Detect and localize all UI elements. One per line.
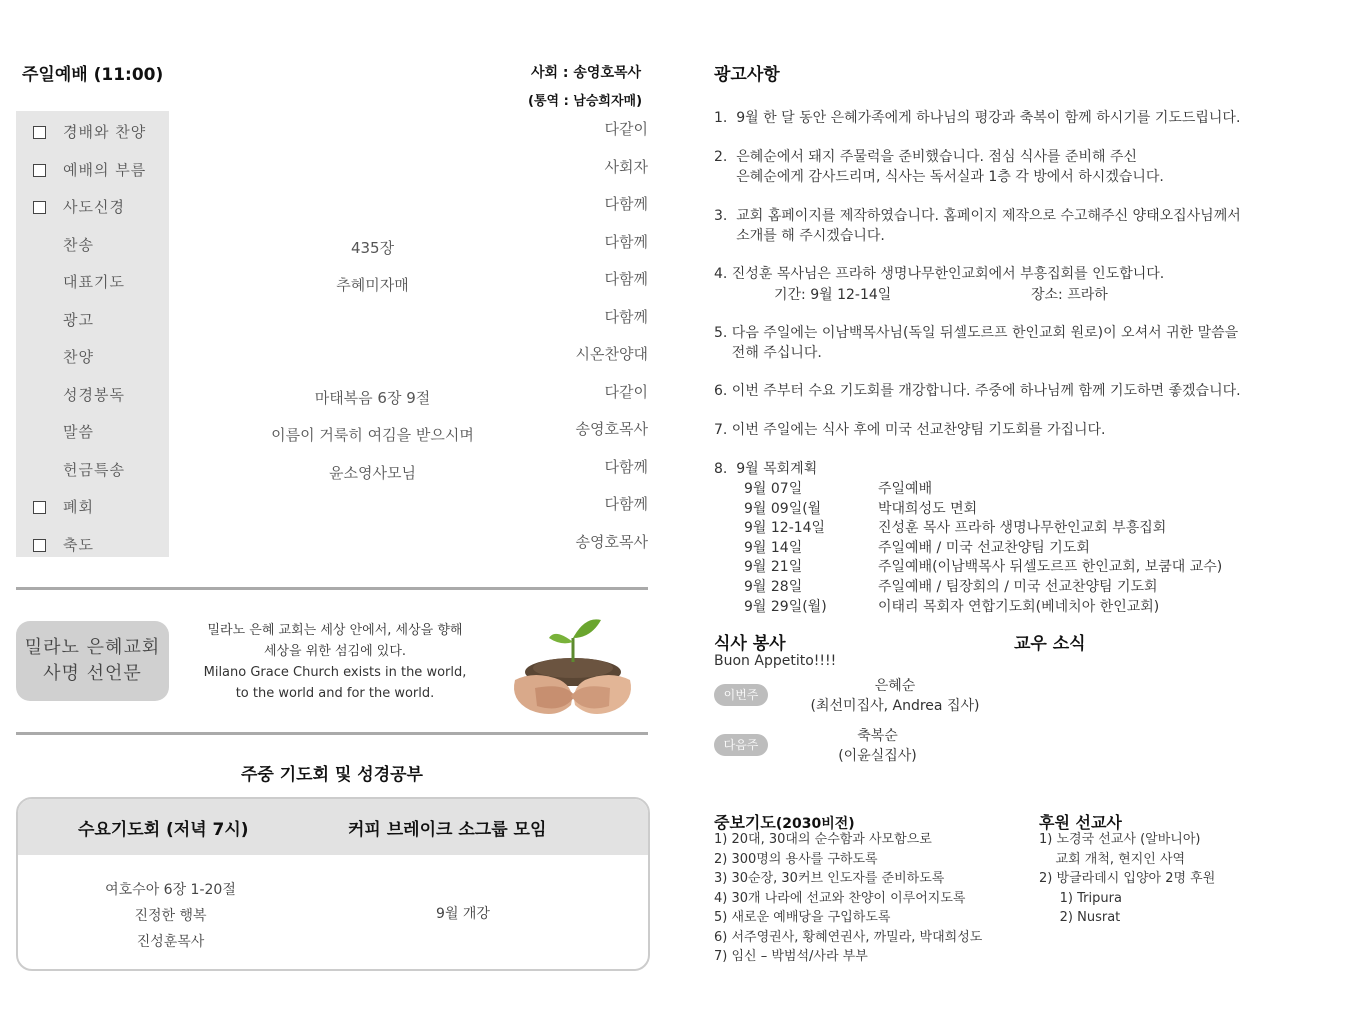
order-item-leader: 다함께: [604, 495, 648, 513]
service-order-row: [0, 531, 660, 561]
order-item-leader: 다같이: [604, 382, 648, 401]
next-week-team-name: 축복순: [857, 728, 898, 744]
list-item: 3) 30순장, 30커브 인도자를 준비하도록: [714, 871, 945, 886]
service-order-row: [0, 268, 660, 298]
prayer-schedule-header: [18, 799, 648, 855]
service-order-row: [0, 493, 660, 523]
this-week-team-name: 은혜순: [874, 678, 916, 694]
schedule-date: 9월 07일: [744, 481, 803, 497]
service-order-row: [0, 381, 660, 411]
meal-service-subtitle: Buon Appetito!!!!: [714, 653, 837, 669]
order-item-leader: 다함께: [604, 457, 648, 476]
service-order-row: [0, 343, 660, 373]
schedule-date: 9월 21일: [744, 559, 803, 576]
order-item-leader: 다함께: [604, 232, 648, 251]
announcement-item: 4. 진성훈 목사님은 프라하 생명나무한인교회에서 부흥집회를 인도합니다.: [714, 266, 1165, 282]
next-week-team-members: (이윤실집사): [838, 748, 917, 764]
announcement-item: 5. 다음 주일에는 이남백목사님(독일 뒤셀도르프 한인교회 원로)이 오셔서 귀한 말씀을: [714, 325, 1239, 341]
order-item-leader: 사회자: [604, 157, 648, 176]
service-order-row: [0, 118, 660, 148]
revival-place: 장소: 프라하: [1031, 287, 1108, 303]
announcement-item: 6. 이번 주부터 수요 기도회를 개강합니다. 주중에 하나님께 함께 기도하면 좋겠습니다.: [714, 383, 1241, 399]
order-item-leader: 다함께: [604, 307, 648, 326]
schedule-event: 박대희성도 면회: [878, 500, 978, 517]
next-week-badge: 다음주: [714, 734, 768, 756]
schedule-event: 주일예배 / 팀장회의 / 미국 선교찬양팀 기도회: [878, 579, 1158, 595]
mission-line2: 세상을 위한 섬김에 있다.: [263, 644, 407, 659]
list-item: 5) 새로운 예배당을 구입하도록: [714, 910, 891, 925]
seedling-in-hands-icon: [505, 610, 640, 725]
service-title: 주일예배 (11:00): [22, 65, 164, 85]
order-item-label: 찬양: [63, 348, 94, 366]
intercession-title-main: 중보기도: [714, 813, 776, 832]
order-item-label: 광고: [63, 310, 94, 329]
announcement-item: 8. 9월 목회계획: [714, 461, 818, 477]
wed-scripture: 여호수아 6장 1-20절: [105, 882, 236, 898]
prayer-schedule-box: [16, 797, 650, 971]
order-item-detail: 윤소영사모님: [329, 463, 416, 482]
service-order-row: [0, 418, 660, 448]
mission-line1: 밀라노 은혜 교회는 세상 안에서, 세상을 향해: [207, 623, 463, 638]
wednesday-prayer-info: [48, 877, 293, 955]
mission-statement-text: [180, 620, 490, 704]
this-week-meal-team: [790, 676, 1000, 716]
supported-missionaries-title: 후원 선교사: [1039, 813, 1122, 832]
order-item-label: 대표기도: [63, 273, 125, 291]
checkbox-icon: [33, 126, 46, 139]
order-item-leader: 다같이: [604, 120, 648, 138]
order-item-leader: 송영호목사: [575, 532, 648, 551]
order-item-label: 축도: [63, 535, 94, 554]
divider: [16, 587, 648, 590]
order-item-leader: 시온찬양대: [575, 345, 648, 363]
prayer-section-title: 주중 기도회 및 성경공부: [241, 765, 423, 785]
order-item-label: 경배와 찬양: [63, 123, 147, 141]
announcement-item: 7. 이번 주일에는 식사 후에 미국 선교찬양팀 기도회를 가집니다.: [714, 422, 1106, 438]
announcement-item: 2. 은혜순에서 돼지 주물럭을 준비했습니다. 점심 식사를 준비해 주신: [714, 149, 1138, 165]
service-order-row: [0, 156, 660, 186]
order-item-detail: 추혜미자매: [336, 276, 409, 294]
order-item-label: 사도신경: [63, 198, 125, 216]
member-news-title: 교우 소식: [1014, 634, 1086, 654]
wed-topic: 진정한 행복: [134, 908, 207, 924]
mission-line3: Milano Grace Church exists in the world,: [203, 665, 467, 680]
announcement-item: 1. 9월 한 달 동안 은혜가족에게 하나님의 평강과 축복이 함께 하시기를 기도드립니다.: [714, 110, 1241, 126]
checkbox-icon: [33, 501, 46, 514]
list-item: 1) 20대, 30대의 순수함과 사모함으로: [714, 832, 932, 847]
order-item-detail: 435장: [350, 238, 395, 257]
wed-speaker: 진성훈목사: [136, 934, 205, 950]
intercession-list: [714, 830, 982, 967]
service-order-row: [0, 306, 660, 336]
order-item-label: 헌금특송: [63, 460, 125, 479]
service-interpreter: (통역 : 남승희자매): [528, 94, 643, 109]
checkbox-icon: [33, 201, 46, 214]
schedule-event: 주일예배 / 미국 선교찬양팀 기도회: [878, 539, 1090, 556]
order-item-label: 예배의 부름: [63, 160, 147, 179]
announcements-title: 광고사항: [714, 65, 780, 85]
announcement-item: 3. 교회 홈페이지를 제작하였습니다. 홈페이지 제작으로 수고해주신 양태오집사님께서: [714, 208, 1241, 224]
order-item-leader: 다함께: [604, 195, 648, 213]
order-item-label: 폐회: [63, 498, 94, 516]
supported-missionaries-list: [1039, 830, 1215, 928]
revival-period: 기간: 9월 12-14일: [774, 287, 892, 303]
list-item: 6) 서주영권사, 황혜연권사, 까밀라, 박대희성도: [714, 929, 983, 945]
intercession-title-suffix: (2030비전): [775, 816, 855, 832]
schedule-event: 진성훈 목사 프라하 생명나무한인교회 부흥집회: [878, 520, 1167, 537]
list-item: 2) Nusrat: [1039, 910, 1121, 925]
schedule-event: 이태리 목회자 연합기도회(베네치아 한인교회): [878, 598, 1160, 615]
announcement-item: 전해 주십니다.: [714, 345, 822, 361]
order-item-label: 성경봉독: [63, 385, 125, 404]
schedule-date: 9월 29일(월): [744, 598, 827, 615]
checkbox-icon: [33, 164, 46, 177]
service-order-row: [0, 193, 660, 223]
order-item-label: 찬송: [63, 235, 94, 254]
schedule-date: 9월 28일: [744, 579, 803, 595]
divider: [16, 732, 648, 735]
order-item-detail: 이름이 거룩히 여김을 받으시며: [271, 426, 474, 444]
schedule-date: 9월 12-14일: [744, 520, 826, 537]
next-week-meal-team: [800, 726, 955, 766]
order-item-leader: 다함께: [604, 270, 648, 288]
mission-box-line1: 밀라노 은혜교회: [24, 637, 161, 658]
mission-line4: to the world and for the world.: [235, 686, 435, 701]
this-week-team-members: (최선미집사, Andrea 집사): [810, 698, 980, 714]
list-item: 2) 300명의 용사를 구하도록: [714, 851, 878, 867]
service-order-row: [0, 456, 660, 486]
list-item: 1) 노경국 선교사 (알바니아): [1039, 832, 1201, 847]
mission-statement-box: [16, 621, 169, 701]
order-item-leader: 송영호목사: [575, 420, 648, 438]
service-order-row: [0, 231, 660, 261]
coffee-break-header: 커피 브레이크 소그룹 모임: [348, 820, 547, 840]
list-item: 2) 방글라데시 입양아 2명 후원: [1039, 871, 1216, 886]
list-item: 1) Tripura: [1039, 890, 1122, 906]
schedule-event: 주일예배: [878, 481, 933, 497]
this-week-badge: 이번주: [714, 684, 768, 706]
service-host: 사회 : 송영호목사: [531, 65, 642, 81]
checkbox-icon: [33, 539, 46, 552]
order-item-detail: 마태복음 6장 9절: [314, 388, 431, 407]
schedule-date: 9월 09일(월: [744, 500, 822, 517]
announcement-item: 은혜순에게 감사드리며, 식사는 독서실과 1층 각 방에서 하시겠습니다.: [714, 169, 1164, 185]
order-item-label: 말씀: [63, 423, 94, 441]
schedule-event: 주일예배(이남백목사 뒤셀도르프 한인교회, 보쿰대 교수): [878, 559, 1223, 576]
schedule-date: 9월 14일: [744, 539, 803, 556]
mission-box-line2: 사명 선언문: [43, 663, 142, 684]
list-item: 7) 임신 – 박범석/사라 부부: [714, 949, 868, 964]
meal-service-title: 식사 봉사: [714, 634, 786, 654]
announcement-item: 소개를 해 주시겠습니다.: [714, 228, 885, 244]
list-item: 교회 개척, 현지인 사역: [1039, 851, 1186, 867]
list-item: 4) 30개 나라에 선교와 찬양이 이루어지도록: [714, 890, 966, 906]
wednesday-prayer-header: 수요기도회 (저녁 7시): [78, 820, 249, 840]
coffee-break-info: 9월 개강: [436, 906, 490, 922]
